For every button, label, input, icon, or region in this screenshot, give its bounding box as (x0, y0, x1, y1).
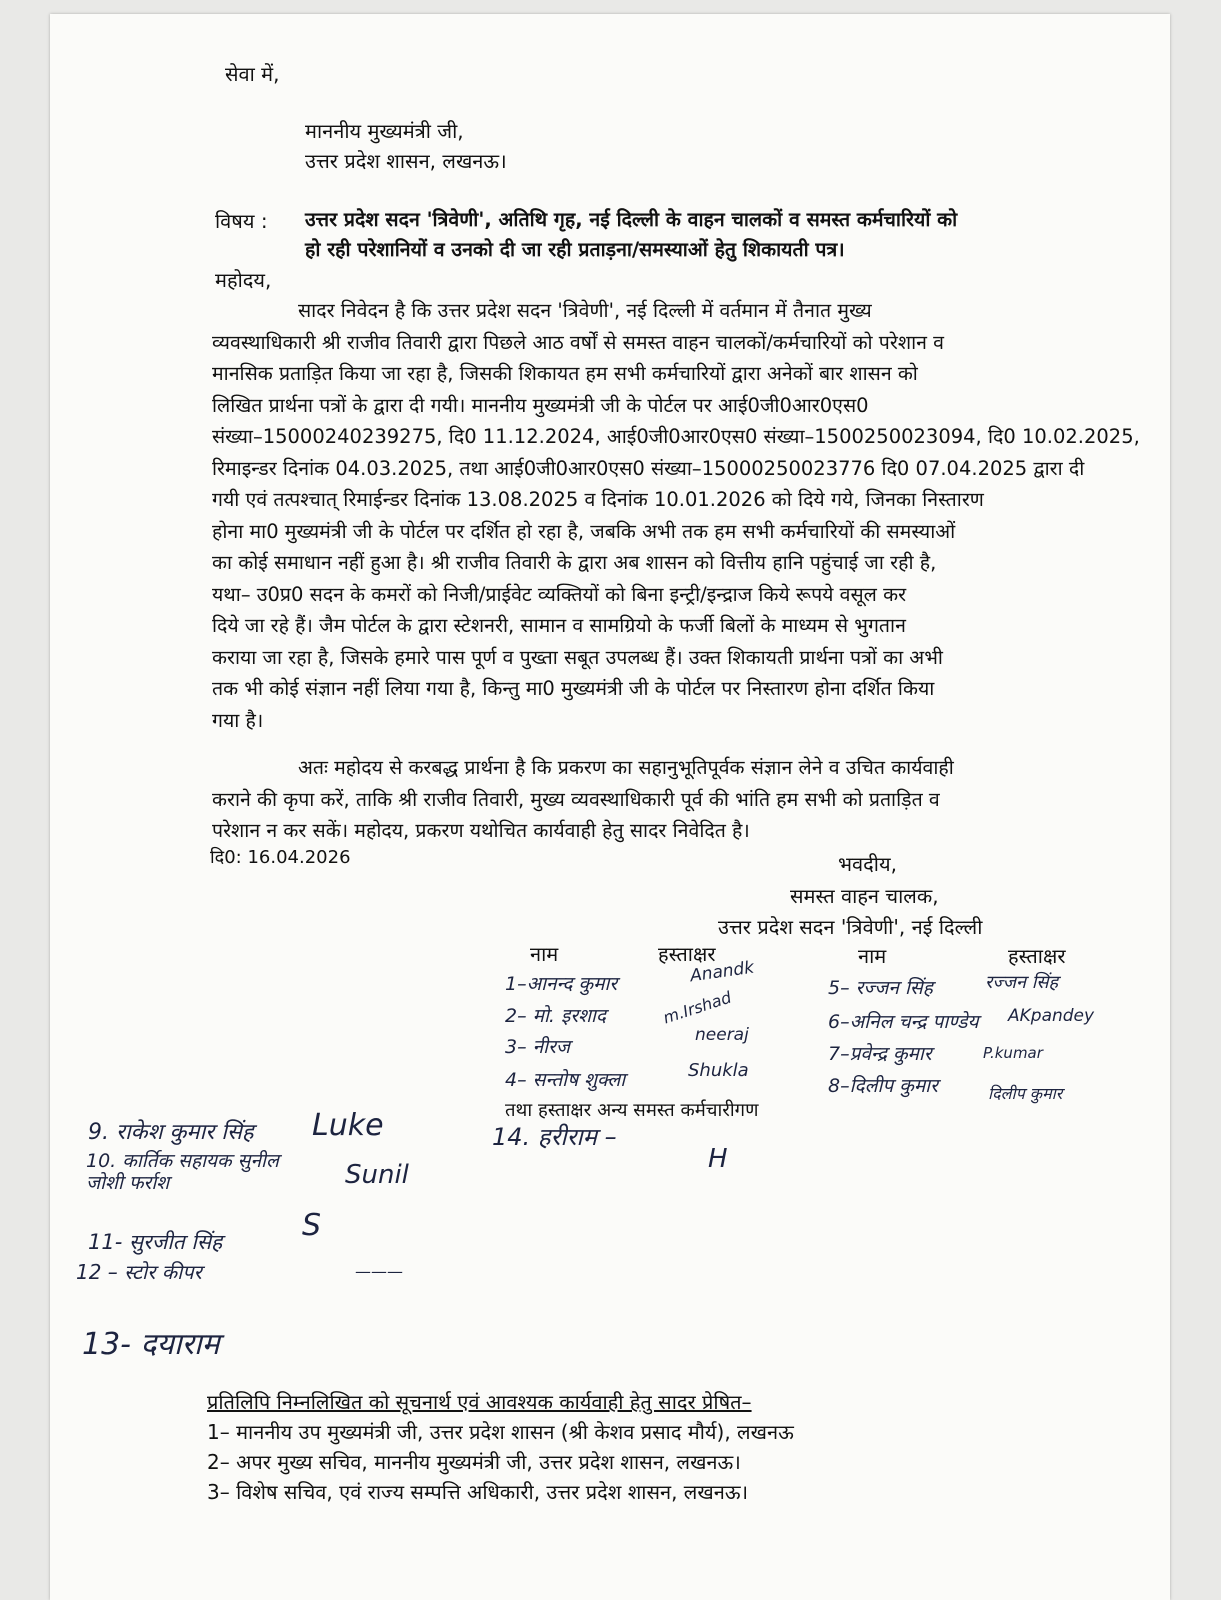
col-name-right: नाम (858, 944, 887, 968)
signatory-name-10: 10. कार्तिक सहायक सुनील जोशी फर्राश (86, 1150, 279, 1194)
letter-date: दि0: 16.04.2026 (210, 847, 351, 868)
sender-line1: समस्त वाहन चालक, (790, 884, 939, 908)
para1-line: होना मा0 मुख्यमंत्री जी के पोर्टल पर दर्शित हो रहा है, जबकि अभी तक हम सभी कर्मचारियों की समस्याओं (212, 519, 956, 543)
sender-line2: उत्तर प्रदेश सदन 'त्रिवेणी', नई दिल्ली (718, 915, 983, 939)
col-signature-left: हस्ताक्षर (658, 942, 716, 966)
signatory-name-4: 4– सन्तोष शुक्ला (505, 1069, 626, 1091)
signatory-name-6: 6–अनिल चन्द्र पाण्डेय (828, 1011, 979, 1033)
para2-line: कराने की कृपा करें, ताकि श्री राजीव तिवारी, मुख्य व्यवस्थाधिकारी पूर्व की भांति हम सभी को प्रताड़ित व (212, 787, 940, 811)
signature-11: S (302, 1208, 322, 1243)
para1-line: दिये जा रहे हैं। जैम पोर्टल के द्वारा स्टेशनरी, सामान व सामग्रियो के फर्जी बिलों के माध्यम से भुगतान (212, 614, 906, 637)
signature-7: P.kumar (983, 1044, 1043, 1062)
para1-line: गयी एवं तत्पश्चात् रिमाईन्डर दिनांक 13.08.2025 व दिनांक 10.01.2026 को दिये गये, जिनका निस्तारण (212, 488, 984, 511)
para2-line: परेशान न कर सकें। महोदय, प्रकरण यथोचित कार्यवाही हेतु सादर निवेदित है। (212, 819, 750, 842)
signatory-name-5: 5– रज्जन सिंह (828, 977, 933, 999)
closing: भवदीय, (838, 852, 897, 876)
signature-6: AKpandey (1008, 1006, 1095, 1026)
para1-line: मानसिक प्रताड़ित किया जा रहा है, जिसकी शिकायत हम सभी कर्मचारियों द्वारा अनेकों बार शासन को (212, 362, 918, 385)
signature-3: neeraj (695, 1025, 749, 1045)
col-signature-right: हस्ताक्षर (1008, 944, 1066, 968)
signature-12: ——— (355, 1262, 403, 1281)
subject-line2: हो रही परेशानियों व उनको दी जा रही प्रताड़ना/समस्याओं हेतु शिकायती पत्र। (305, 238, 845, 261)
subject-label: विषय : (215, 209, 268, 233)
para1-line: व्यवस्थाधिकारी श्री राजीव तिवारी द्वारा पिछले आठ वर्षों से समस्त वाहन चालकों/कर्मचारियों को परेशान व (212, 330, 945, 354)
subject-line1: उत्तर प्रदेश सदन 'त्रिवेणी', अतिथि गृह, नई दिल्ली के वाहन चालकों व समस्त कर्मचारियों को (305, 208, 958, 231)
signatory-name-1: 1–आनन्द कुमार (505, 973, 618, 995)
para2-line: अतः महोदय से करबद्ध प्रार्थना है कि प्रकरण का सहानुभूतिपूर्वक संज्ञान लेने व उचित कार्यवाही (298, 756, 954, 779)
copy-to-item-2: 2– अपर मुख्य सचिव, माननीय मुख्यमंत्री जी, उत्तर प्रदेश शासन, लखनऊ। (207, 1450, 741, 1474)
addressee-line2: उत्तर प्रदेश शासन, लखनऊ। (305, 149, 507, 173)
para1-line: संख्या–15000240239275, दि0 11.12.2024, आई0जी0आर0एस0 संख्या–1500250023094, दि0 10.02.2025, (212, 425, 1140, 448)
signature-1: Anandk (688, 957, 756, 987)
body-paragraph-1 (212, 295, 1140, 736)
col-name-left: नाम (530, 942, 559, 966)
signatory-name-9: 9. राकेश कुमार सिंह (88, 1120, 254, 1145)
para1-line: गया है। (212, 708, 264, 732)
greeting: महोदय, (215, 268, 272, 292)
signature-2: m.Irshad (660, 987, 734, 1028)
signatory-name-11: 11- सुरजीत सिंह (88, 1230, 223, 1254)
salutation-to: सेवा में, (225, 62, 280, 86)
copy-to-item-1: 1– माननीय उप मुख्यमंत्री जी, उत्तर प्रदेश शासन (श्री केशव प्रसाद मौर्य), लखनऊ (207, 1420, 794, 1444)
para1-line: यथा– उ0प्र0 सदन के कमरों को निजी/प्राईवेट व्यक्तियों को बिना इन्ट्री/इन्द्राज किये रूपये वसूल कर (212, 582, 907, 606)
para1-line: कराया जा रहा है, जिसके हमारे पास पूर्ण व पुख्ता सबूत उपलब्ध हैं। उक्त शिकायती प्रार्थना पत्रों का अभी (212, 645, 943, 669)
signatory-name-7: 7–प्रवेन्द्र कुमार (828, 1043, 932, 1065)
para1-line: रिमाइन्डर दिनांक 04.03.2025, तथा आई0जी0आर0एस0 संख्या–15000250023776 दि0 07.04.2025 द्वारा दी (212, 456, 1085, 480)
signatory-name-3: 3– नीरज (505, 1036, 570, 1058)
others-note: तथा हस्ताक्षर अन्य समस्त कर्मचारीगण (505, 1100, 759, 1121)
copy-to-heading: प्रतिलिपि निम्नलिखित को सूचनार्थ एवं आवश्यक कार्यवाही हेतु सादर प्रेषित– (207, 1390, 752, 1414)
signature-14: H (708, 1144, 728, 1174)
signature-5: रज्जन सिंह (985, 972, 1059, 993)
para1-line: लिखित प्रार्थना पत्रों के द्वारा दी गयी। माननीय मुख्यमंत्री जी के पोर्टल पर आई0जी0आर0एस0 (212, 393, 869, 417)
signatory-name-8: 8–दिलीप कुमार (828, 1075, 938, 1097)
signature-10: Sunil (345, 1160, 409, 1190)
para1-line: सादर निवेदन है कि उत्तर प्रदेश सदन 'त्रिवेणी', नई दिल्ली में वर्तमान में तैनात मुख्य (298, 299, 872, 322)
para1-line: तक भी कोई संज्ञान नहीं लिया गया है, किन्तु मा0 मुख्यमंत्री जी के पोर्टल पर निस्तारण होना दर्शित किया (212, 677, 935, 700)
signature-9: Luke (312, 1108, 384, 1143)
body-paragraph-2 (212, 752, 1084, 847)
signature-4: Shukla (688, 1060, 749, 1081)
signatory-name-2: 2– मो. इरशाद (505, 1005, 607, 1027)
para1-line: का कोई समाधान नहीं हुआ है। श्री राजीव तिवारी के द्वारा अब शासन को वित्तीय हानि पहुंचाई जा रही है, (212, 551, 937, 574)
copy-to-item-3: 3– विशेष सचिव, एवं राज्य सम्पत्ति अधिकारी, उत्तर प्रदेश शासन, लखनऊ। (207, 1480, 749, 1504)
signatory-name-14: 14. हरीराम – (492, 1123, 617, 1151)
signatory-name-12: 12 – स्टोर कीपर (76, 1260, 202, 1284)
signatory-name-13: 13- दयाराम (82, 1327, 220, 1362)
signature-8: दिलीप कुमार (988, 1084, 1063, 1103)
addressee-line1: माननीय मुख्यमंत्री जी, (305, 119, 464, 143)
